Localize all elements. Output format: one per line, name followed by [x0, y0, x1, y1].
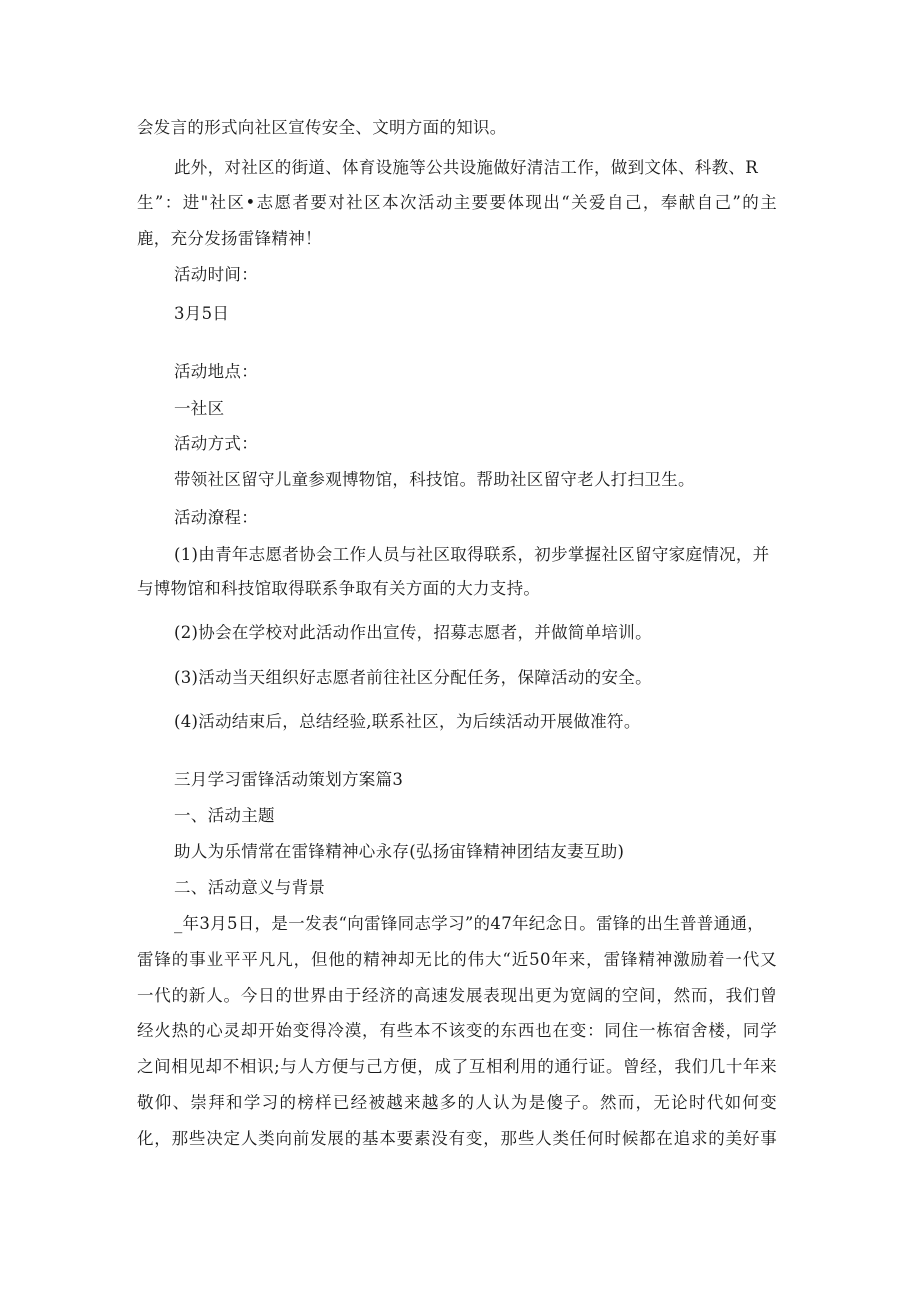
- section-value: 3月5日: [174, 304, 230, 323]
- paragraph-line: _年3月5日，是一发表“向雷锋同志学习”的47年纪念日。雷锋的出生普普通通，: [174, 914, 765, 933]
- section-label: 活动时间：: [174, 265, 258, 284]
- section-label: 活动潦程：: [174, 508, 258, 527]
- section-heading: 三月学习雷锋活动策划方案篇3: [174, 770, 404, 789]
- paragraph-line: 鹿，充分发扬雷锋精神！: [137, 229, 322, 248]
- section-label: 活动地点：: [174, 362, 258, 381]
- paragraph-line: 一代的新人。今日的世界由于经济的高速发展表现出更为宽阔的空间，然而，我们曾: [137, 986, 777, 1005]
- paragraph-line: 敬仰、崇拜和学习的榜样已经被越来越多的人认为是傻子。然而，无论时代如何变: [137, 1093, 777, 1112]
- section-heading: 一、活动主题: [174, 806, 275, 825]
- paragraph-line: 助人为乐情常在雷锋精神心永存(弘扬宙锋精神团结友妻互助): [174, 842, 625, 861]
- list-item-line: 与博物馆和科技馆取得联系争取有关方面的大力支持。: [137, 579, 541, 598]
- paragraph-line: 会发言的形式向社区宣传安全、文明方面的知识。: [137, 118, 507, 137]
- list-item-line: (3)活动当天组织好志愿者前往社区分配任务，保障活动的安全。: [174, 668, 652, 687]
- list-item-line: (2)协会在学校对此活动作出宣传，招募志愿者，并做简单培训。: [174, 623, 652, 642]
- paragraph-line: 经火热的心灵却开始变得冷漠，有些本不该变的东西也在变：同住一栋宿舍楼，同学: [137, 1021, 777, 1040]
- list-item-line: (4)活动结束后，总结经验,联系社区，为后续活动开展做准符。: [174, 712, 641, 731]
- list-item-line: (1)由青年志愿者协会工作人员与社区取得联系，初步掌握社区留守家庭情况，并: [174, 545, 770, 564]
- paragraph-line: 生”：进"社区•志愿者要对社区本次活动主要要体现出“关爱自己，奉献自己”的主: [137, 193, 777, 212]
- paragraph-line: 之间相见却不相识;与人方便与己方便，成了互相利用的通行证。曾经，我们几十年来: [137, 1057, 777, 1076]
- section-label: 活动方式：: [174, 434, 258, 453]
- section-value: 带领社区留守儿童参观博物馆，科技馆。帮助社区留守老人打扫卫生。: [174, 470, 695, 489]
- paragraph-line: 雷锋的事业平平凡凡，但他的精神却无比的伟大“近50年来，雷锋精神激励着一代又: [137, 950, 777, 969]
- section-value: 一社区: [174, 399, 225, 418]
- section-heading: 二、活动意义与背景: [174, 878, 326, 897]
- paragraph-line: 此外，对社区的街道、体育设施等公共设施做好清洁工作，做到文体、科教、R: [174, 158, 758, 177]
- paragraph-line: 化，那些决定人类向前发展的基本要素没有变，那些人类任何时候都在追求的美好事: [137, 1129, 777, 1148]
